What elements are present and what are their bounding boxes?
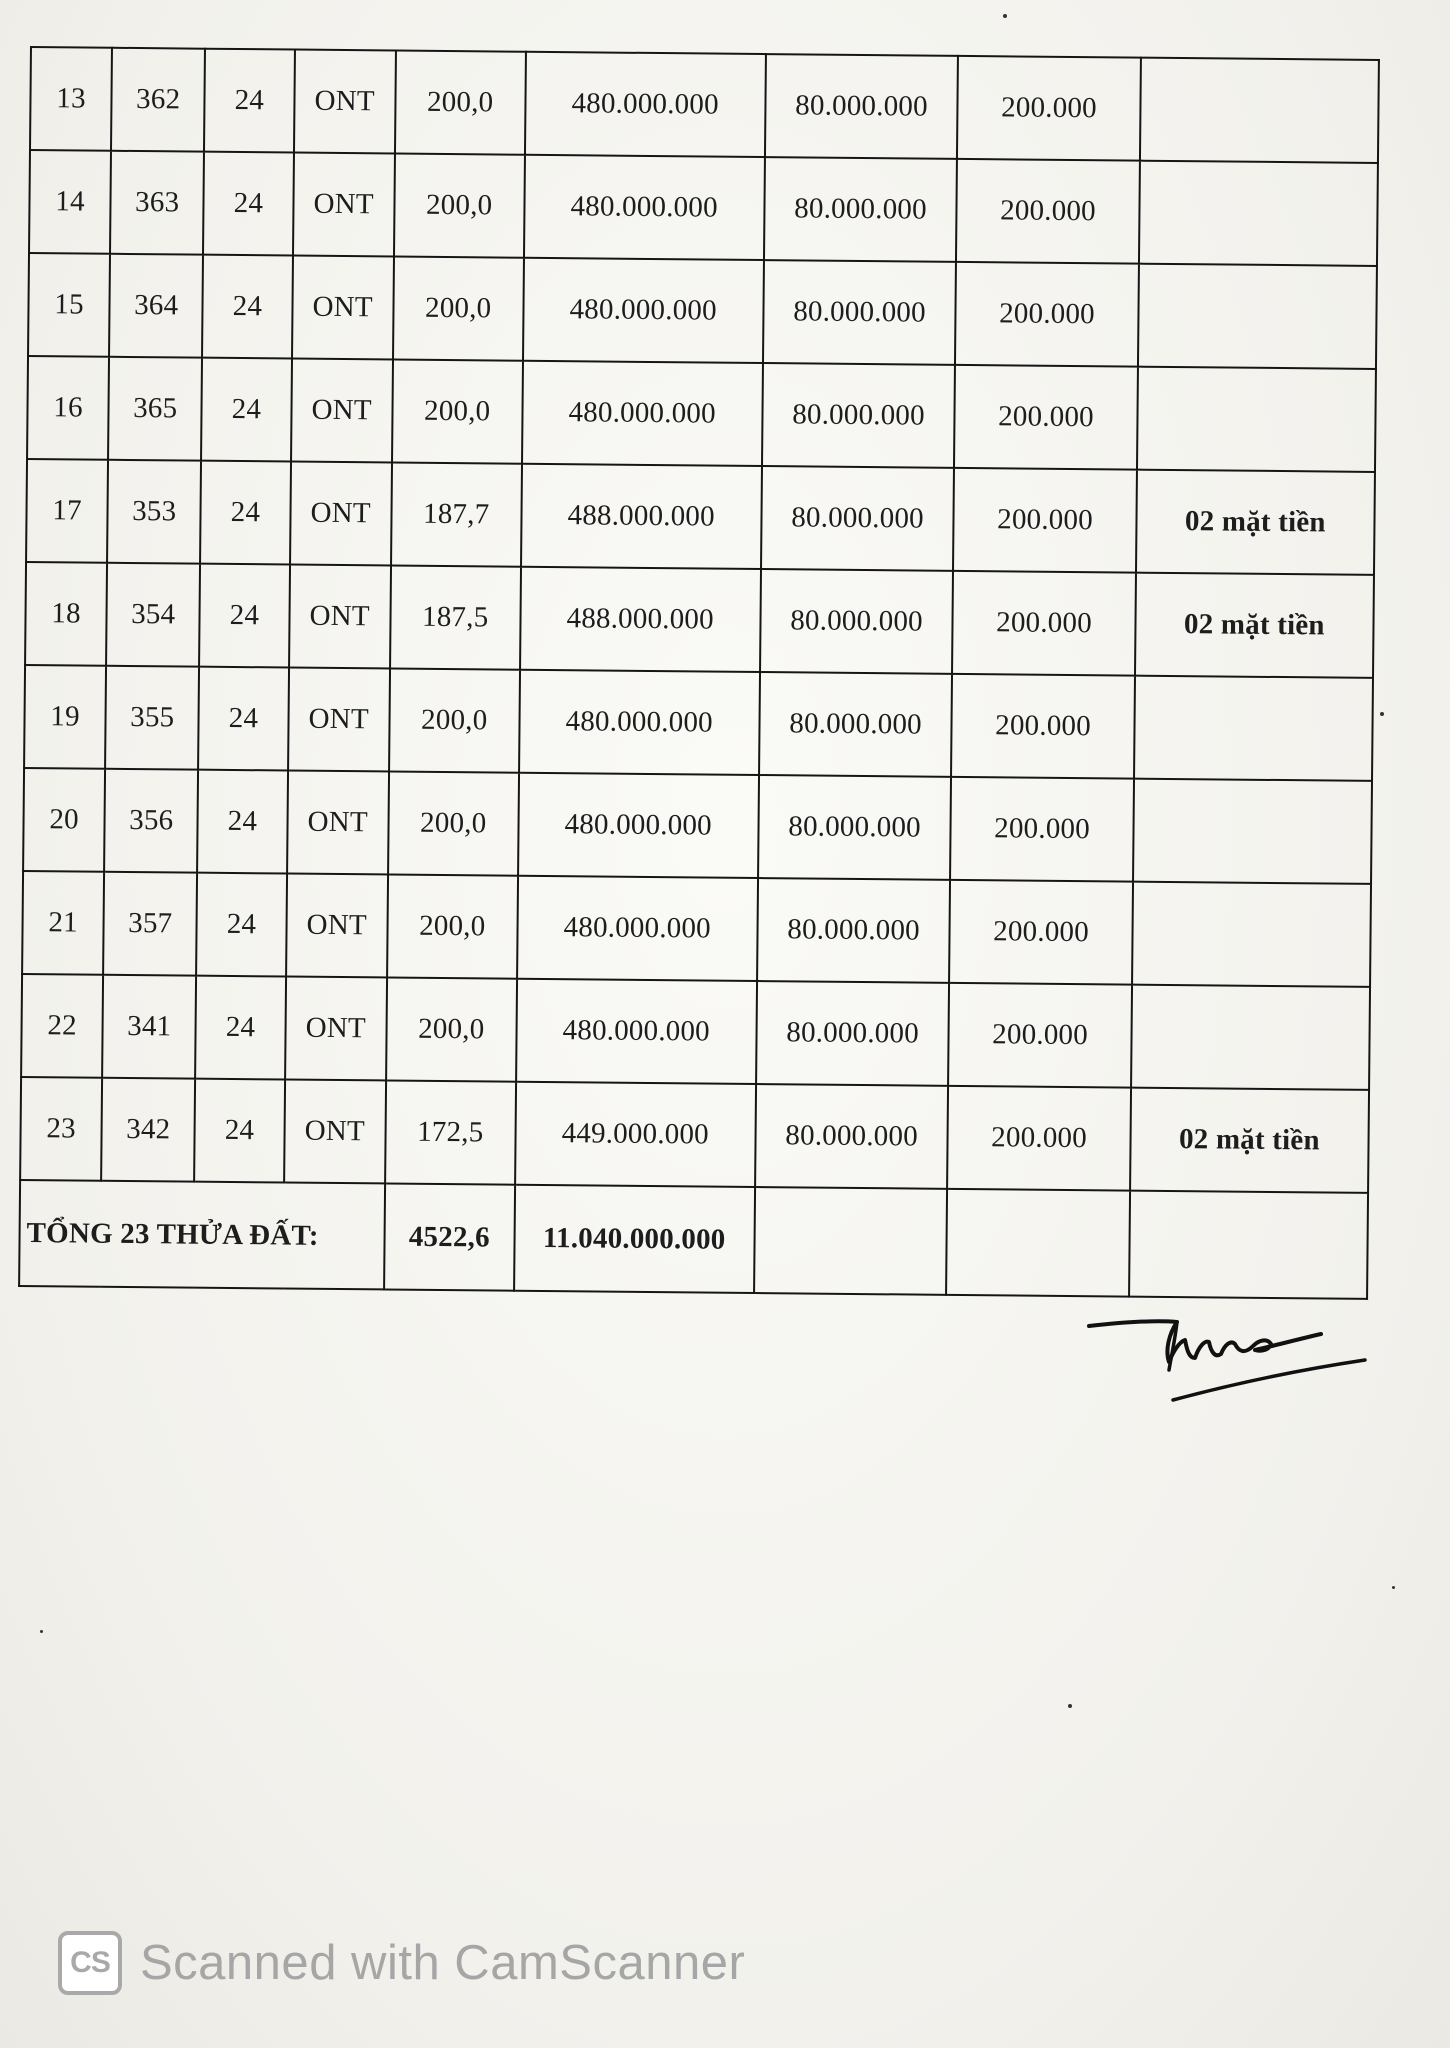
deposit-cell: 80.000.000 (765, 54, 959, 159)
parcel-number-cell: 341 (102, 975, 196, 1079)
scan-speck (1380, 712, 1384, 716)
note-cell (1140, 58, 1379, 163)
note-cell (1133, 779, 1372, 884)
starting-price-cell: 480.000.000 (522, 361, 763, 466)
note-cell (1131, 985, 1370, 1090)
area-cell: 200,0 (394, 154, 525, 258)
table-row (24, 665, 1373, 781)
deposit-cell: 80.000.000 (764, 157, 958, 262)
parcel-number-cell: 363 (110, 151, 204, 255)
handwritten-signature-icon (1085, 1300, 1385, 1420)
table-row (27, 356, 1376, 472)
note-cell: 02 mặt tiền (1130, 1088, 1369, 1193)
row-number-cell: 19 (24, 665, 106, 769)
area-cell: 200,0 (389, 668, 520, 772)
map-sheet-cell: 24 (199, 564, 289, 668)
table-row (29, 150, 1378, 266)
parcel-number-cell: 356 (104, 769, 198, 873)
land-type-cell: ONT (293, 153, 395, 257)
land-type-cell: ONT (286, 874, 388, 978)
parcel-number-cell: 355 (105, 666, 199, 770)
row-number-cell: 23 (20, 1077, 102, 1181)
starting-price-cell: 480.000.000 (518, 773, 759, 878)
empty-cell (754, 1187, 948, 1295)
fee-cell: 200.000 (951, 674, 1134, 779)
deposit-cell: 80.000.000 (758, 775, 952, 880)
area-cell: 200,0 (392, 359, 523, 463)
fee-cell: 200.000 (954, 365, 1137, 470)
fee-cell: 200.000 (950, 777, 1133, 882)
note-cell (1137, 367, 1376, 472)
land-type-cell: ONT (288, 668, 390, 772)
note-cell (1138, 264, 1377, 369)
row-number-cell: 15 (28, 253, 110, 357)
table-row (25, 562, 1374, 678)
row-number-cell: 22 (21, 974, 103, 1078)
parcel-number-cell: 357 (103, 872, 197, 976)
table-row (20, 1077, 1369, 1193)
parcel-number-cell: 362 (111, 48, 205, 152)
row-number-cell: 13 (30, 47, 112, 151)
starting-price-cell: 480.000.000 (519, 670, 760, 775)
parcel-number-cell: 365 (108, 357, 202, 461)
fee-cell: 200.000 (949, 880, 1132, 985)
map-sheet-cell: 24 (195, 976, 285, 1080)
fee-cell: 200.000 (947, 1086, 1130, 1191)
area-cell: 200,0 (395, 51, 526, 155)
total-row (19, 1180, 1368, 1299)
starting-price-cell: 480.000.000 (525, 52, 766, 157)
table-row (28, 253, 1377, 369)
land-type-cell: ONT (290, 462, 392, 566)
parcel-number-cell: 342 (101, 1078, 195, 1182)
area-cell: 172,5 (385, 1080, 516, 1184)
starting-price-cell: 480.000.000 (516, 979, 757, 1084)
total-price-cell: 11.040.000.000 (514, 1185, 755, 1293)
total-area-cell: 4522,6 (384, 1183, 515, 1290)
starting-price-cell: 488.000.000 (521, 464, 762, 569)
note-cell (1132, 882, 1371, 987)
land-type-cell: ONT (291, 359, 393, 463)
fee-cell: 200.000 (953, 468, 1136, 573)
area-cell: 187,7 (391, 462, 522, 566)
row-number-cell: 17 (26, 459, 108, 563)
map-sheet-cell: 24 (197, 770, 287, 874)
map-sheet-cell: 24 (201, 358, 291, 462)
deposit-cell: 80.000.000 (761, 466, 955, 571)
land-parcel-table (18, 46, 1380, 1300)
table-row (22, 871, 1371, 987)
parcel-number-cell: 353 (107, 460, 201, 564)
fee-cell: 200.000 (955, 262, 1138, 367)
map-sheet-cell: 24 (200, 461, 290, 565)
map-sheet-cell: 24 (203, 152, 293, 256)
land-type-cell: ONT (289, 565, 391, 669)
note-cell (1134, 676, 1373, 781)
total-label-cell: TỔNG 23 THỬA ĐẤT: (19, 1180, 385, 1289)
table-row (21, 974, 1370, 1090)
fee-cell: 200.000 (957, 56, 1140, 161)
deposit-cell: 80.000.000 (756, 981, 950, 1086)
watermark-text: Scanned with CamScanner (140, 1936, 746, 1990)
land-type-cell: ONT (287, 771, 389, 875)
scan-speck (1003, 14, 1007, 18)
table-row (30, 47, 1379, 163)
note-cell (1139, 161, 1378, 266)
parcel-number-cell: 364 (109, 254, 203, 358)
scan-speck (1392, 1586, 1395, 1589)
map-sheet-cell: 24 (198, 667, 288, 771)
map-sheet-cell: 24 (194, 1079, 284, 1183)
row-number-cell: 18 (25, 562, 107, 666)
camscanner-logo-icon: CS (58, 1931, 122, 1995)
area-cell: 187,5 (390, 565, 521, 669)
row-number-cell: 16 (27, 356, 109, 460)
table-row (26, 459, 1375, 575)
row-number-cell: 14 (29, 150, 111, 254)
area-cell: 200,0 (393, 257, 524, 361)
area-cell: 200,0 (388, 771, 519, 875)
note-cell: 02 mặt tiền (1135, 573, 1374, 678)
map-sheet-cell: 24 (196, 873, 286, 977)
land-type-cell: ONT (292, 256, 394, 360)
empty-cell (1129, 1191, 1368, 1299)
starting-price-cell: 480.000.000 (523, 258, 764, 363)
fee-cell: 200.000 (956, 159, 1139, 264)
area-cell: 200,0 (387, 874, 518, 978)
deposit-cell: 80.000.000 (762, 363, 956, 468)
empty-cell (946, 1189, 1129, 1297)
land-type-cell: ONT (284, 1079, 386, 1183)
land-type-cell: ONT (293, 50, 395, 154)
fee-cell: 200.000 (948, 983, 1131, 1088)
row-number-cell: 20 (23, 768, 105, 872)
deposit-cell: 80.000.000 (755, 1084, 949, 1189)
starting-price-cell: 449.000.000 (515, 1082, 756, 1187)
starting-price-cell: 488.000.000 (520, 567, 761, 672)
table-row (23, 768, 1372, 884)
area-cell: 200,0 (386, 977, 517, 1081)
starting-price-cell: 480.000.000 (524, 155, 765, 260)
land-type-cell: ONT (285, 976, 387, 1080)
deposit-cell: 80.000.000 (760, 569, 954, 674)
parcel-number-cell: 354 (106, 563, 200, 667)
deposit-cell: 80.000.000 (757, 878, 951, 983)
deposit-cell: 80.000.000 (759, 672, 953, 777)
row-number-cell: 21 (22, 871, 104, 975)
scan-speck (1068, 1704, 1072, 1708)
deposit-cell: 80.000.000 (763, 260, 957, 365)
map-sheet-cell: 24 (204, 49, 294, 153)
scan-speck (40, 1630, 43, 1633)
camscanner-watermark (58, 1928, 745, 1998)
starting-price-cell: 480.000.000 (517, 876, 758, 981)
fee-cell: 200.000 (952, 571, 1135, 676)
map-sheet-cell: 24 (202, 255, 292, 359)
note-cell: 02 mặt tiền (1136, 470, 1375, 575)
table-body (19, 47, 1379, 1299)
